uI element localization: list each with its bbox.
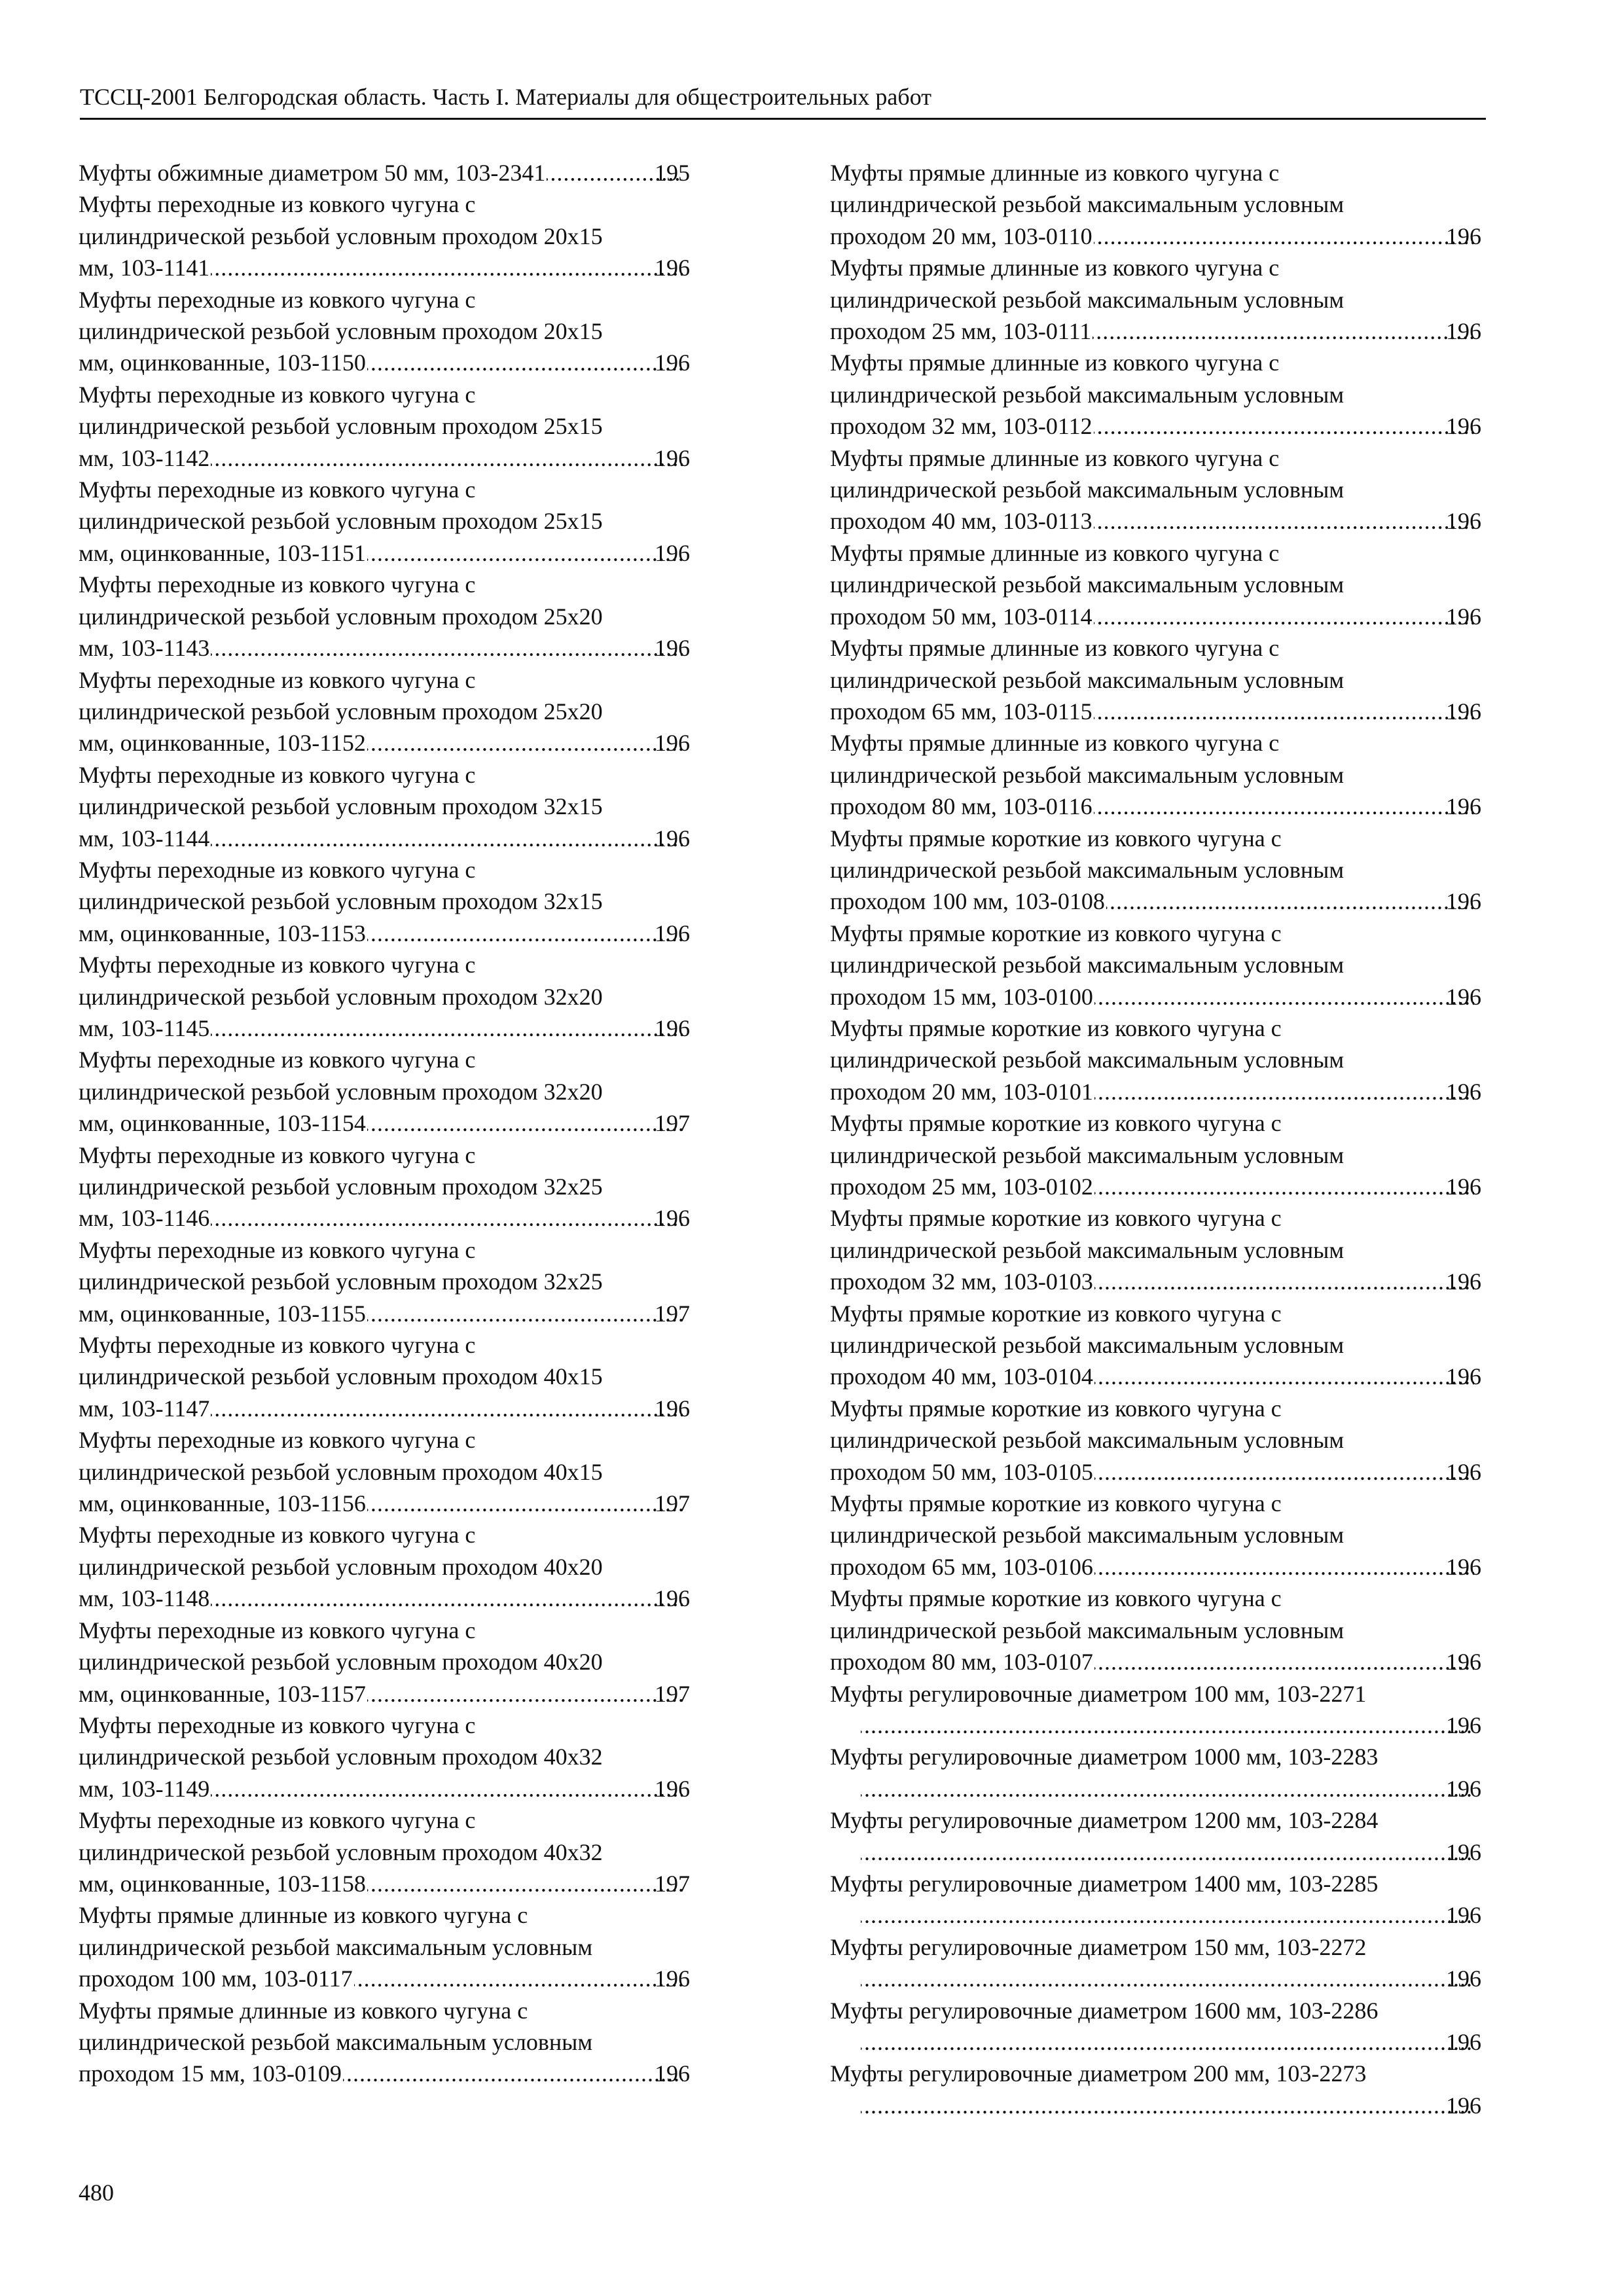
- dot-leader: [1094, 1646, 1474, 1677]
- entry-text: Муфты прямые короткие из ковкого чугуна с: [830, 825, 1282, 852]
- entry-text: проходом 65 мм, 103-0106: [830, 1553, 1093, 1580]
- dot-leader: [1094, 221, 1474, 252]
- dot-leader: [211, 1583, 683, 1614]
- index-entry: [830, 1393, 1481, 1488]
- entry-text: Муфты переходные из ковкого чугуна с: [79, 286, 476, 313]
- entry-text: Муфты прямые короткие из ковкого чугуна с: [830, 1014, 1282, 1041]
- entry-text: Муфты переходные из ковкого чугуна с: [79, 476, 476, 503]
- entry-page-number: 196: [1446, 1839, 1481, 1865]
- index-entry: [830, 1931, 1481, 1995]
- entry-page-number: 196: [655, 1395, 690, 1422]
- entry-text: проходом 65 мм, 103-0115: [830, 698, 1092, 725]
- entry-leader-line: [830, 1076, 1481, 1107]
- entry-text: мм, 103-1149: [79, 1775, 210, 1802]
- entry-text: Муфты регулировочные диаметром 1000 мм, 103-2283: [830, 1744, 1379, 1770]
- entry-leader-line: [830, 1551, 1481, 1583]
- entry-text: проходом 80 мм, 103-0116: [830, 793, 1092, 820]
- index-entry: [830, 1678, 1481, 1742]
- dot-leader: [861, 1899, 1474, 1931]
- entry-text: проходом 15 мм, 103-0100: [830, 983, 1093, 1010]
- entry-leader-line: [859, 2090, 1481, 2121]
- entry-text: цилиндрической резьбой условным проходом 40x32: [79, 1839, 603, 1865]
- entry-text: цилиндрической резьбой условным проходом 40x20: [79, 1649, 603, 1676]
- entry-leader-line: [79, 1298, 690, 1329]
- entry-leader-line: [830, 601, 1481, 632]
- entry-text: мм, 103-1142: [79, 444, 210, 471]
- dot-leader: [1094, 1361, 1474, 1392]
- entry-text: Муфты регулировочные диаметром 1600 мм, 103-2286: [830, 1997, 1379, 2024]
- dot-leader: [343, 2058, 683, 2089]
- entry-text: цилиндрической резьбой максимальным условным: [830, 1141, 1344, 1168]
- index-entry: [830, 1995, 1481, 2058]
- entry-page-number: 196: [1446, 1902, 1481, 1929]
- entry-text: цилиндрической резьбой максимальным условным: [830, 1236, 1344, 1263]
- entry-text: проходом 50 мм, 103-0114: [830, 603, 1092, 630]
- entry-leader-line: [830, 315, 1481, 347]
- index-entry: [79, 759, 690, 854]
- entry-page-number: 196: [655, 920, 690, 946]
- entry-page-number: 196: [1446, 983, 1481, 1010]
- dot-leader: [211, 632, 683, 664]
- entry-leader-line: [859, 1899, 1481, 1931]
- dot-leader: [1094, 791, 1474, 822]
- entry-leader-line: [79, 632, 690, 664]
- dot-leader: [1092, 315, 1474, 347]
- entry-page-number: 196: [1446, 223, 1481, 249]
- index-entry: [830, 1868, 1481, 1931]
- index-entry: [79, 854, 690, 949]
- entry-leader-line: [79, 1773, 690, 1804]
- entry-leader-line: [830, 1361, 1481, 1392]
- entry-leader-line: [79, 1107, 690, 1139]
- index-entry: [830, 823, 1481, 918]
- entry-leader-line: [830, 1456, 1481, 1488]
- entry-page-number: 196: [655, 1205, 690, 1232]
- entry-page-number: 195: [655, 160, 690, 186]
- entry-leader-line: [859, 1837, 1481, 1868]
- entry-text: цилиндрической резьбой условным проходом 32x15: [79, 888, 603, 915]
- entry-text: Муфты переходные из ковкого чугуна с: [79, 191, 476, 218]
- entry-text: цилиндрической резьбой условным проходом 40x15: [79, 1458, 603, 1485]
- entry-text: мм, 103-1144: [79, 825, 210, 852]
- index-column-left: [79, 157, 690, 2090]
- entry-text: цилиндрической резьбой максимальным условным: [830, 286, 1344, 313]
- entry-text: цилиндрической резьбой условным проходом 40x32: [79, 1744, 603, 1770]
- index-entry: [79, 284, 690, 379]
- running-header: ТССЦ-2001 Белгородская область. Часть I. Материалы для общестроительных работ: [80, 84, 931, 110]
- entry-text: мм, 103-1141: [79, 255, 210, 281]
- dot-leader: [367, 1678, 683, 1710]
- index-entry: [79, 1804, 690, 1899]
- index-entry: [830, 252, 1481, 347]
- entry-text: Муфты прямые короткие из ковкого чугуна с: [830, 920, 1282, 946]
- entry-text: Муфты прямые короткие из ковкого чугуна с: [830, 1110, 1282, 1137]
- entry-text: мм, оцинкованные, 103-1153: [79, 920, 366, 946]
- entry-text: Муфты переходные из ковкого чугуна с: [79, 381, 476, 408]
- entry-text: мм, 103-1147: [79, 1395, 210, 1422]
- entry-leader-line: [79, 442, 690, 474]
- entry-text: проходом 25 мм, 103-0111: [830, 318, 1092, 345]
- entry-page-number: 196: [1446, 698, 1481, 725]
- entry-text: мм, оцинкованные, 103-1156: [79, 1490, 366, 1517]
- entry-leader-line: [79, 1393, 690, 1424]
- entry-page-number: 196: [1446, 1775, 1481, 1802]
- entry-text: цилиндрической резьбой максимальным условным: [830, 1617, 1344, 1643]
- index-entry: [830, 1107, 1481, 1202]
- entry-leader-line: [830, 410, 1481, 442]
- entry-text: мм, оцинкованные, 103-1150: [79, 350, 366, 376]
- entry-leader-line: [79, 2058, 690, 2089]
- index-entry: [830, 918, 1481, 1013]
- dot-leader: [367, 1298, 683, 1329]
- index-entry: [79, 1424, 690, 1519]
- entry-text: мм, оцинкованные, 103-1152: [79, 730, 366, 757]
- dot-leader: [1094, 1171, 1474, 1202]
- entry-page-number: 196: [655, 255, 690, 281]
- entry-text: проходом 100 мм, 103-0117: [79, 1965, 353, 1992]
- dot-leader: [861, 2090, 1474, 2121]
- entry-page-number: 196: [655, 730, 690, 757]
- entry-page-number: 196: [1446, 888, 1481, 915]
- entry-text: Муфты переходные из ковкого чугуна с: [79, 1712, 476, 1738]
- dot-leader: [211, 1773, 683, 1804]
- entry-text: цилиндрической резьбой максимальным условным: [830, 571, 1344, 598]
- entry-text: Муфты переходные из ковкого чугуна с: [79, 1141, 476, 1168]
- entry-page-number: 196: [1446, 1712, 1481, 1738]
- entry-text: проходом 20 мм, 103-0110: [830, 223, 1092, 249]
- entry-text: Муфты регулировочные диаметром 1400 мм, 103-2285: [830, 1870, 1379, 1897]
- entry-text: Муфты переходные из ковкого чугуна с: [79, 856, 476, 883]
- entry-leader-line: [79, 1583, 690, 1614]
- entry-text: цилиндрической резьбой максимальным условным: [830, 1332, 1344, 1359]
- entry-leader-line: [79, 1868, 690, 1899]
- entry-leader-line: [79, 823, 690, 854]
- entry-text: проходом 20 мм, 103-0101: [830, 1078, 1093, 1105]
- entry-leader-line: [79, 1963, 690, 1994]
- entry-text: Муфты переходные из ковкого чугуна с: [79, 1522, 476, 1549]
- index-entry: [79, 1615, 690, 1710]
- entry-text: мм, оцинкованные, 103-1157: [79, 1680, 366, 1707]
- dot-leader: [1094, 601, 1474, 632]
- entry-page-number: 196: [1446, 318, 1481, 345]
- index-entry: [830, 2058, 1481, 2121]
- entry-page-number: 196: [655, 2060, 690, 2087]
- index-entry: [79, 1899, 690, 1994]
- entry-leader-line: [79, 727, 690, 759]
- entry-text: цилиндрической резьбой максимальным условным: [830, 1427, 1344, 1454]
- entry-page-number: 196: [1446, 1458, 1481, 1485]
- entry-text: цилиндрической резьбой условным проходом 32x20: [79, 983, 603, 1010]
- entry-text: Муфты прямые короткие из ковкого чугуна с: [830, 1300, 1282, 1327]
- entry-page-number: 196: [1446, 1174, 1481, 1200]
- entry-text: цилиндрической резьбой условным проходом 32x25: [79, 1174, 603, 1200]
- dot-leader: [1094, 981, 1474, 1013]
- dot-leader: [211, 823, 683, 854]
- entry-page-number: 196: [1446, 413, 1481, 440]
- entry-leader-line: [79, 1202, 690, 1234]
- index-entry: [79, 188, 690, 283]
- entry-text: цилиндрической резьбой условным проходом 40x20: [79, 1553, 603, 1580]
- entry-text: Муфты прямые длинные из ковкого чугуна с: [830, 160, 1280, 186]
- entry-text: Муфты прямые короткие из ковкого чугуна с: [830, 1395, 1282, 1422]
- index-entry: [830, 1013, 1481, 1107]
- entry-text: Муфты прямые длинные из ковкого чугуна с: [830, 635, 1280, 662]
- entry-text: цилиндрической резьбой условным проходом 25x20: [79, 603, 603, 630]
- entry-page-number: 196: [1446, 2092, 1481, 2119]
- entry-page-number: 196: [1446, 1268, 1481, 1295]
- entry-leader-line: [830, 1646, 1481, 1677]
- entry-text: Муфты переходные из ковкого чугуна с: [79, 571, 476, 598]
- entry-leader-line: [79, 1013, 690, 1044]
- dot-leader: [1094, 1266, 1474, 1297]
- entry-text: цилиндрической резьбой условным проходом 20x15: [79, 318, 603, 345]
- entry-text: проходом 40 мм, 103-0104: [830, 1363, 1093, 1390]
- entry-text: Муфты прямые длинные из ковкого чугуна с: [79, 1997, 528, 2024]
- dot-leader: [1094, 1076, 1474, 1107]
- entry-leader-line: [830, 1171, 1481, 1202]
- dot-leader: [1094, 410, 1474, 442]
- entry-text: мм, 103-1146: [79, 1205, 210, 1232]
- entry-text: цилиндрической резьбой условным проходом 32x25: [79, 1268, 603, 1295]
- index-entry: [830, 537, 1481, 632]
- index-entry: [830, 157, 1481, 252]
- dot-leader: [211, 1202, 683, 1234]
- entry-text: цилиндрической резьбой максимальным условным: [830, 952, 1344, 978]
- entry-leader-line: [859, 2026, 1481, 2058]
- dot-leader: [861, 1837, 1474, 1868]
- entry-text: цилиндрической резьбой максимальным условным: [79, 2028, 593, 2055]
- entry-leader-line: [79, 347, 690, 378]
- dot-leader: [861, 1963, 1474, 1994]
- entry-leader-line: [79, 537, 690, 569]
- index-entry: [79, 569, 690, 664]
- entry-page-number: 196: [655, 1014, 690, 1041]
- entry-text: цилиндрической резьбой условным проходом 32x15: [79, 793, 603, 820]
- entry-text: Муфты прямые длинные из ковкого чугуна с: [830, 350, 1280, 376]
- dot-leader: [367, 918, 683, 949]
- entry-page-number: 196: [655, 1585, 690, 1612]
- entry-leader-line: [79, 157, 690, 188]
- entry-text: Муфты переходные из ковкого чугуна с: [79, 1617, 476, 1643]
- index-entry: [830, 442, 1481, 537]
- entry-text: мм, оцинкованные, 103-1151: [79, 539, 366, 566]
- index-entry: [830, 347, 1481, 442]
- dot-leader: [211, 1393, 683, 1424]
- dot-leader: [861, 1710, 1474, 1741]
- entry-text: цилиндрической резьбой условным проходом 25x15: [79, 413, 603, 440]
- dot-leader: [861, 2026, 1474, 2058]
- entry-text: цилиндрической резьбой условным проходом 25x15: [79, 508, 603, 535]
- dot-leader: [367, 347, 683, 378]
- entry-text: цилиндрической резьбой максимальным условным: [830, 761, 1344, 788]
- index-entry: [79, 1044, 690, 1139]
- index-entry: [830, 1202, 1481, 1297]
- entry-text: Муфты прямые короткие из ковкого чугуна с: [830, 1205, 1282, 1232]
- entry-text: мм, оцинкованные, 103-1154: [79, 1110, 366, 1137]
- entry-text: Муфты переходные из ковкого чугуна с: [79, 1236, 476, 1263]
- entry-leader-line: [830, 696, 1481, 727]
- entry-leader-line: [79, 1488, 690, 1519]
- entry-page-number: 196: [1446, 603, 1481, 630]
- dot-leader: [367, 1488, 683, 1519]
- entry-text: Муфты прямые длинные из ковкого чугуна с: [830, 255, 1280, 281]
- entry-text: цилиндрической резьбой максимальным условным: [830, 191, 1344, 218]
- entry-page-number: 196: [1446, 1363, 1481, 1390]
- entry-page-number: 196: [1446, 1553, 1481, 1580]
- index-entry: [79, 379, 690, 474]
- entry-text: проходом 100 мм, 103-0108: [830, 888, 1105, 915]
- dot-leader: [1094, 505, 1474, 537]
- entry-page-number: 196: [1446, 1078, 1481, 1105]
- entry-text: проходом 50 мм, 103-0105: [830, 1458, 1093, 1485]
- index-entry: [79, 664, 690, 759]
- entry-text: мм, 103-1145: [79, 1014, 210, 1041]
- entry-page-number: 196: [655, 635, 690, 662]
- entry-text: Муфты переходные из ковкого чугуна с: [79, 952, 476, 978]
- dot-leader: [1094, 1551, 1474, 1583]
- index-entry: [830, 1804, 1481, 1868]
- header-rule: [80, 118, 1486, 120]
- entry-text: цилиндрической резьбой условным проходом 40x15: [79, 1363, 603, 1390]
- index-entry: [79, 157, 690, 188]
- entry-text: Муфты регулировочные диаметром 100 мм, 103-2271: [830, 1680, 1367, 1707]
- entry-page-number: 196: [1446, 2028, 1481, 2055]
- entry-leader-line: [859, 1773, 1481, 1804]
- entry-leader-line: [830, 886, 1481, 917]
- index-entry: [830, 1741, 1481, 1804]
- entry-text: Муфты регулировочные диаметром 200 мм, 103-2273: [830, 2060, 1367, 2087]
- entry-text: Муфты переходные из ковкого чугуна с: [79, 761, 476, 788]
- entry-text: проходом 80 мм, 103-0107: [830, 1649, 1093, 1676]
- entry-page-number: 196: [1446, 508, 1481, 535]
- entry-page-number: 197: [655, 1110, 690, 1137]
- index-entry: [79, 1519, 690, 1614]
- entry-text: мм, оцинкованные, 103-1155: [79, 1300, 366, 1327]
- entry-text: Муфты переходные из ковкого чугуна с: [79, 1047, 476, 1073]
- entry-text: цилиндрической резьбой условным проходом 20x15: [79, 223, 603, 249]
- dot-leader: [861, 1773, 1474, 1804]
- entry-text: Муфты переходные из ковкого чугуна с: [79, 1427, 476, 1454]
- entry-text: цилиндрической резьбой максимальным условным: [830, 476, 1344, 503]
- entry-text: Муфты прямые длинные из ковкого чугуна с: [830, 730, 1280, 757]
- entry-text: Муфты переходные из ковкого чугуна с: [79, 1807, 476, 1834]
- entry-leader-line: [830, 981, 1481, 1013]
- entry-text: цилиндрической резьбой условным проходом 25x20: [79, 698, 603, 725]
- entry-page-number: 196: [655, 444, 690, 471]
- entry-text: цилиндрической резьбой максимальным условным: [830, 1522, 1344, 1549]
- entry-page-number: 196: [1446, 793, 1481, 820]
- entry-text: мм, 103-1148: [79, 1585, 210, 1612]
- entry-text: мм, оцинкованные, 103-1158: [79, 1870, 366, 1897]
- dot-leader: [367, 1107, 683, 1139]
- index-entry: [79, 1329, 690, 1424]
- entry-text: проходом 32 мм, 103-0103: [830, 1268, 1093, 1295]
- index-entry: [830, 727, 1481, 822]
- entry-text: Муфты прямые длинные из ковкого чугуна с: [830, 539, 1280, 566]
- dot-leader: [367, 1868, 683, 1899]
- index-entry: [79, 1139, 690, 1234]
- entry-text: цилиндрической резьбой максимальным условным: [830, 856, 1344, 883]
- entry-text: проходом 40 мм, 103-0113: [830, 508, 1092, 535]
- entry-text: цилиндрической резьбой максимальным условным: [830, 1047, 1344, 1073]
- entry-page-number: 197: [655, 1870, 690, 1897]
- entry-text: проходом 25 мм, 103-0102: [830, 1174, 1093, 1200]
- dot-leader: [1106, 886, 1474, 917]
- entry-leader-line: [830, 505, 1481, 537]
- entry-text: цилиндрической резьбой максимальным условным: [830, 666, 1344, 693]
- dot-leader: [1094, 1456, 1474, 1488]
- entry-text: Муфты регулировочные диаметром 1200 мм, 103-2284: [830, 1807, 1379, 1834]
- entry-page-number: 196: [655, 1775, 690, 1802]
- entry-text: Муфты обжимные диаметром 50 мм, 103-2341: [79, 160, 546, 186]
- entry-leader-line: [830, 221, 1481, 252]
- entry-page-number: 197: [655, 1490, 690, 1517]
- entry-text: Муфты переходные из ковкого чугуна с: [79, 666, 476, 693]
- entry-page-number: 196: [655, 539, 690, 566]
- entry-page-number: 196: [1446, 1649, 1481, 1676]
- index-entry: [79, 1234, 690, 1329]
- dot-leader: [211, 442, 683, 474]
- dot-leader: [367, 727, 683, 759]
- page-number: 480: [79, 2179, 114, 2206]
- dot-leader: [354, 1963, 683, 1994]
- entry-leader-line: [859, 1963, 1481, 1994]
- dot-leader: [211, 252, 683, 283]
- entry-text: цилиндрической резьбой максимальным условным: [830, 381, 1344, 408]
- entry-leader-line: [830, 791, 1481, 822]
- entry-text: Муфты переходные из ковкого чугуна с: [79, 1332, 476, 1359]
- entry-page-number: 196: [655, 825, 690, 852]
- dot-leader: [367, 537, 683, 569]
- entry-text: мм, 103-1143: [79, 635, 210, 662]
- entry-text: цилиндрической резьбой максимальным условным: [79, 1933, 593, 1960]
- index-entry: [830, 1583, 1481, 1677]
- entry-text: Муфты прямые короткие из ковкого чугуна с: [830, 1490, 1282, 1517]
- entry-page-number: 197: [655, 1680, 690, 1707]
- entry-leader-line: [79, 918, 690, 949]
- entry-text: проходом 15 мм, 103-0109: [79, 2060, 342, 2087]
- index-entry: [830, 1488, 1481, 1583]
- entry-text: проходом 32 мм, 103-0112: [830, 413, 1092, 440]
- entry-text: цилиндрической резьбой условным проходом 32x20: [79, 1078, 603, 1105]
- dot-leader: [211, 1013, 683, 1044]
- dot-leader: [1094, 696, 1474, 727]
- index-entry: [830, 1298, 1481, 1393]
- entry-leader-line: [79, 252, 690, 283]
- index-entry: [79, 949, 690, 1044]
- entry-text: Муфты прямые длинные из ковкого чугуна с: [830, 444, 1280, 471]
- entry-page-number: 197: [655, 1300, 690, 1327]
- index-entry: [79, 1710, 690, 1804]
- entry-text: Муфты прямые длинные из ковкого чугуна с: [79, 1902, 528, 1929]
- entry-text: Муфты регулировочные диаметром 150 мм, 103-2272: [830, 1933, 1367, 1960]
- entry-page-number: 196: [655, 350, 690, 376]
- entry-leader-line: [830, 1266, 1481, 1297]
- index-entry: [79, 474, 690, 569]
- index-column-right: [830, 157, 1481, 2121]
- entry-leader-line: [859, 1710, 1481, 1741]
- entry-text: Муфты прямые короткие из ковкого чугуна с: [830, 1585, 1282, 1612]
- entry-page-number: 196: [1446, 1965, 1481, 1992]
- index-entry: [79, 1995, 690, 2090]
- index-entry: [830, 632, 1481, 727]
- entry-page-number: 196: [655, 1965, 690, 1992]
- entry-leader-line: [79, 1678, 690, 1710]
